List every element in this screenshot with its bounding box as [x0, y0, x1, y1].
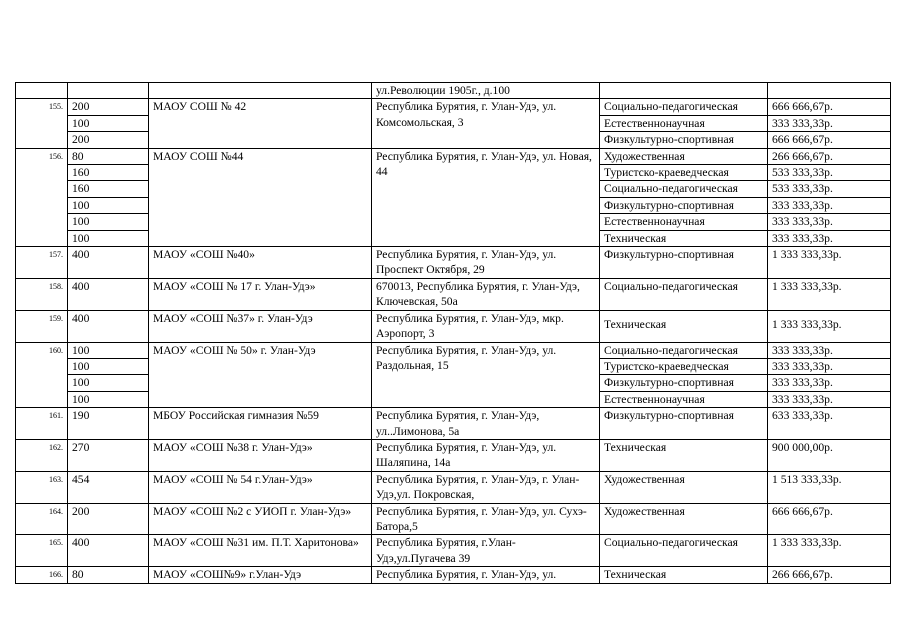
number-cell: 155.: [16, 99, 68, 148]
school-name-cell: МАОУ «СОШ№9» г.Улан-Удэ: [149, 567, 372, 583]
area-cell: Физкультурно-спортивная: [600, 132, 768, 148]
area-cell: Социально-педагогическая: [600, 535, 768, 567]
address-cell: 670013, Республика Бурятия, г. Улан-Удэ, Ключевская, 50а: [372, 278, 600, 310]
school-name-cell: МБОУ Российская гимназия №59: [149, 408, 372, 440]
amount-cell: 333 333,33р.: [768, 197, 891, 213]
amount-cell: 1 333 333,33р.: [768, 310, 891, 342]
school-name-cell: МАОУ «СОШ №38 г. Улан-Удэ»: [149, 439, 372, 471]
number-cell: 164.: [16, 503, 68, 535]
school-name-cell: МАОУ «СОШ №37» г. Улан-Удэ: [149, 310, 372, 342]
quantity-cell: 454: [68, 471, 149, 503]
area-cell: Физкультурно-спортивная: [600, 375, 768, 391]
school-name-cell: МАОУ «СОШ №2 с УИОП г. Улан-Удэ»: [149, 503, 372, 535]
number-cell: 160.: [16, 342, 68, 408]
amount-cell: 533 333,33р.: [768, 165, 891, 181]
quantity-cell: [68, 83, 149, 99]
table-row: [16, 99, 891, 115]
table-row: [16, 247, 891, 279]
amount-cell: 666 666,67р.: [768, 503, 891, 535]
amount-cell: 666 666,67р.: [768, 132, 891, 148]
quantity-cell: 100: [68, 214, 149, 230]
number-cell: 161.: [16, 408, 68, 440]
amount-cell: 333 333,33р.: [768, 115, 891, 131]
number-cell: 156.: [16, 148, 68, 246]
amount-cell: 900 000,00р.: [768, 439, 891, 471]
area-cell: Социально-педагогическая: [600, 181, 768, 197]
area-cell: Художественная: [600, 471, 768, 503]
area-cell: Техническая: [600, 230, 768, 246]
number-cell: 163.: [16, 471, 68, 503]
school-name-cell: МАОУ «СОШ №40»: [149, 247, 372, 279]
amount-cell: 1 333 333,33р.: [768, 247, 891, 279]
address-cell: Республика Бурятия, г. Улан-Удэ, ул..Лимонова, 5а: [372, 408, 600, 440]
address-cell: Республика Бурятия, г. Улан-Удэ, мкр. Аэропорт, 3: [372, 310, 600, 342]
area-cell: Социально-педагогическая: [600, 278, 768, 310]
area-cell: Социально-педагогическая: [600, 342, 768, 358]
amount-cell: 333 333,33р.: [768, 230, 891, 246]
allocation-table: [15, 82, 891, 584]
table-row: [16, 310, 891, 342]
quantity-cell: 190: [68, 408, 149, 440]
area-cell: Естественнонаучная: [600, 115, 768, 131]
amount-cell: 333 333,33р.: [768, 214, 891, 230]
amount-cell: [768, 83, 891, 99]
quantity-cell: 80: [68, 567, 149, 583]
address-cell: Республика Бурятия, г. Улан-Удэ, г. Улан-Удэ,ул. Покровская,: [372, 471, 600, 503]
table-row: [16, 439, 891, 471]
quantity-cell: 100: [68, 358, 149, 374]
table-row: [16, 278, 891, 310]
number-cell: 159.: [16, 310, 68, 342]
area-cell: Естественнонаучная: [600, 391, 768, 407]
amount-cell: 266 666,67р.: [768, 148, 891, 164]
quantity-cell: 100: [68, 230, 149, 246]
quantity-cell: 400: [68, 247, 149, 279]
quantity-cell: 200: [68, 99, 149, 115]
area-cell: Физкультурно-спортивная: [600, 197, 768, 213]
school-name-cell: [149, 83, 372, 99]
quantity-cell: 100: [68, 375, 149, 391]
number-cell: 166.: [16, 567, 68, 583]
quantity-cell: 100: [68, 115, 149, 131]
area-cell: Техническая: [600, 567, 768, 583]
area-cell: Техническая: [600, 310, 768, 342]
address-cell: Республика Бурятия, г. Улан-Удэ, ул.: [372, 567, 600, 583]
school-name-cell: МАОУ «СОШ № 50» г. Улан-Удэ: [149, 342, 372, 408]
quantity-cell: 400: [68, 278, 149, 310]
area-cell: Художественная: [600, 148, 768, 164]
number-cell: 162.: [16, 439, 68, 471]
amount-cell: 333 333,33р.: [768, 358, 891, 374]
area-cell: [600, 83, 768, 99]
table-row-continuation: [16, 83, 891, 99]
address-cell: Республика Бурятия, г. Улан-Удэ, ул. Шаляпина, 14а: [372, 439, 600, 471]
amount-cell: 1 333 333,33р.: [768, 535, 891, 567]
school-name-cell: МАОУ «СОШ № 17 г. Улан-Удэ»: [149, 278, 372, 310]
school-name-cell: МАОУ «СОШ №31 им. П.Т. Харитонова»: [149, 535, 372, 567]
table-row: [16, 471, 891, 503]
address-cell: Республика Бурятия, г. Улан-Удэ, ул. Раздольная, 15: [372, 342, 600, 408]
quantity-cell: 100: [68, 342, 149, 358]
table-row: [16, 503, 891, 535]
quantity-cell: 100: [68, 197, 149, 213]
amount-cell: 333 333,33р.: [768, 391, 891, 407]
table-row: [16, 567, 891, 583]
school-name-cell: МАОУ СОШ №44: [149, 148, 372, 246]
area-cell: Художественная: [600, 503, 768, 535]
amount-cell: 266 666,67р.: [768, 567, 891, 583]
table-row: [16, 535, 891, 567]
area-cell: Туристско-краеведческая: [600, 358, 768, 374]
area-cell: Туристско-краеведческая: [600, 165, 768, 181]
table-row: [16, 342, 891, 358]
amount-cell: 333 333,33р.: [768, 375, 891, 391]
address-cell: Республика Бурятия, г. Улан-Удэ, ул. Проспект Октября, 29: [372, 247, 600, 279]
quantity-cell: 160: [68, 181, 149, 197]
area-cell: Физкультурно-спортивная: [600, 408, 768, 440]
table-row: [16, 148, 891, 164]
table-row: [16, 408, 891, 440]
amount-cell: 533 333,33р.: [768, 181, 891, 197]
address-cell: ул.Революции 1905г., д.100: [372, 83, 600, 99]
school-name-cell: МАОУ «СОШ № 54 г.Улан-Удэ»: [149, 471, 372, 503]
area-cell: Техническая: [600, 439, 768, 471]
quantity-cell: 400: [68, 535, 149, 567]
quantity-cell: 160: [68, 165, 149, 181]
area-cell: Социально-педагогическая: [600, 99, 768, 115]
quantity-cell: 400: [68, 310, 149, 342]
number-cell: 157.: [16, 247, 68, 279]
quantity-cell: 80: [68, 148, 149, 164]
amount-cell: 1 333 333,33р.: [768, 278, 891, 310]
area-cell: Естественнонаучная: [600, 214, 768, 230]
number-cell: [16, 83, 68, 99]
number-cell: 165.: [16, 535, 68, 567]
address-cell: Республика Бурятия, г.Улан-Удэ,ул.Пугачева 39: [372, 535, 600, 567]
number-cell: 158.: [16, 278, 68, 310]
amount-cell: 333 333,33р.: [768, 342, 891, 358]
address-cell: Республика Бурятия, г. Улан-Удэ, ул. Комсомольская, 3: [372, 99, 600, 148]
school-name-cell: МАОУ СОШ № 42: [149, 99, 372, 148]
amount-cell: 666 666,67р.: [768, 99, 891, 115]
area-cell: Физкультурно-спортивная: [600, 247, 768, 279]
amount-cell: 1 513 333,33р.: [768, 471, 891, 503]
amount-cell: 633 333,33р.: [768, 408, 891, 440]
quantity-cell: 200: [68, 132, 149, 148]
address-cell: Республика Бурятия, г. Улан-Удэ, ул. Сухэ-Батора,5: [372, 503, 600, 535]
address-cell: Республика Бурятия, г. Улан-Удэ, ул. Новая, 44: [372, 148, 600, 246]
quantity-cell: 200: [68, 503, 149, 535]
quantity-cell: 270: [68, 439, 149, 471]
quantity-cell: 100: [68, 391, 149, 407]
